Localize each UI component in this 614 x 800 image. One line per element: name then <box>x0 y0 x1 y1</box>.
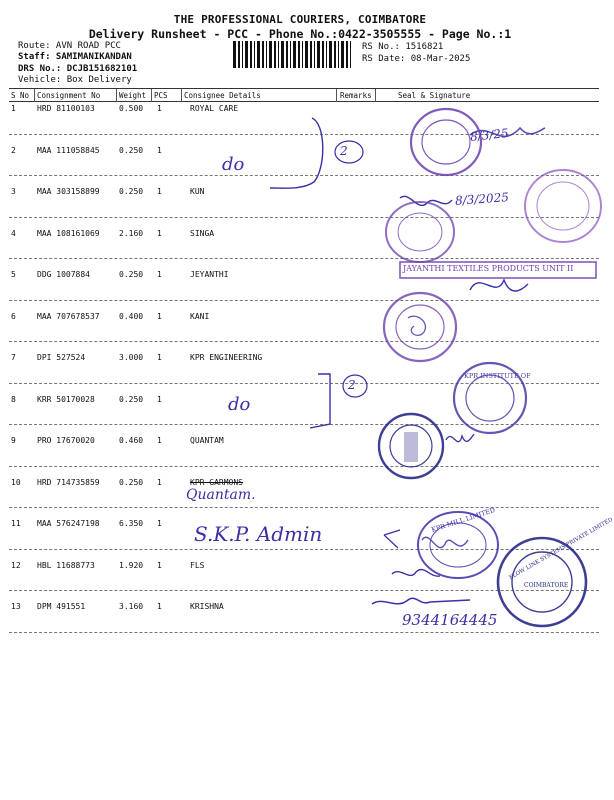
row-consignment-no: MAA 576247198 <box>37 519 100 528</box>
row-divider <box>9 549 599 550</box>
row-weight: 0.400 <box>119 311 144 321</box>
ditto-mark-row8: do <box>228 394 251 415</box>
header-bottom-rule <box>9 101 599 102</box>
row-sno: 7 <box>11 353 16 362</box>
rs-number: RS No.: 1516821 <box>362 42 444 52</box>
row-consignment-no: HBL 11688773 <box>37 560 95 570</box>
row-sno: 9 <box>11 436 16 445</box>
seal-stamp-row4 <box>386 202 454 262</box>
row-weight: 0.460 <box>119 436 144 445</box>
row-weight: 2.160 <box>119 228 144 238</box>
col-header-signature: Seal & Signature <box>398 91 471 100</box>
row-weight: 0.250 <box>119 394 144 404</box>
row-divider <box>9 217 599 218</box>
stamp-text-row7: KPR INSTITUTE OF <box>464 372 531 380</box>
row-pcs: 1 <box>157 394 162 404</box>
runsheet-subtitle: Delivery Runsheet - PCC - Phone No.:0422-3505555 - Page No.:1 <box>88 27 512 41</box>
row-weight: 0.250 <box>119 477 144 487</box>
row-pcs: 1 <box>157 228 162 238</box>
row-divider <box>9 341 599 342</box>
row-consignee: KUN <box>190 187 205 196</box>
route-label: Route: AVN ROAD PCC <box>18 41 121 51</box>
stamp-text-row12: FLOW LINK SYSTEMS PRIVATE LIMITED <box>508 516 614 582</box>
row-consignee: FLS <box>190 560 205 570</box>
row-consignment-no: MAA 111058845 <box>37 145 100 155</box>
row-consignee: KPR ENGINEERING <box>190 353 263 362</box>
row-pcs: 1 <box>157 104 162 113</box>
row-sno: 8 <box>11 394 16 404</box>
stamp-text-row5: JAYANTHI TEXTILES PRODUCTS UNIT II <box>403 264 574 273</box>
ditto-mark-row2: do <box>222 154 245 175</box>
rs-date: RS Date: 08-Mar-2025 <box>362 54 471 64</box>
signature-row12 <box>392 570 440 577</box>
col-divider <box>151 89 152 102</box>
row-consignee: QUANTAM <box>190 436 224 445</box>
seal-stamp-row3 <box>525 170 601 242</box>
col-header-consignment: Consignment No <box>37 91 101 100</box>
seal-stamp-row6 <box>384 293 456 361</box>
row-sno: 11 <box>11 519 21 528</box>
row-divider <box>9 590 599 591</box>
row-sno: 10 <box>11 477 21 487</box>
col-header-consignee: Consignee Details <box>184 91 261 100</box>
row-sno: 5 <box>11 270 16 279</box>
row-consignment-no: MAA 108161069 <box>37 228 100 238</box>
row-pcs: 1 <box>157 187 162 196</box>
handwritten-phone: 9344164445 <box>402 611 498 629</box>
row-divider <box>9 466 599 467</box>
row-weight: 1.920 <box>119 560 144 570</box>
row-weight: 3.160 <box>119 602 144 611</box>
remark-row7: 2 <box>348 378 356 392</box>
stamp-city-row12: COIMBATORE <box>524 582 569 589</box>
handwritten-date-row1: 8/3/25 <box>469 126 510 144</box>
signature-row13 <box>372 598 470 604</box>
row-pcs: 1 <box>157 519 162 528</box>
row-consignee: KPR GARMONS <box>190 477 243 487</box>
signature-row5 <box>470 280 528 291</box>
row-divider <box>9 424 599 425</box>
row-sno: 13 <box>11 602 21 611</box>
col-header-pcs: PCS <box>154 91 168 100</box>
staff-label: Staff: SAMIMANIKANDAN <box>18 52 132 62</box>
row-consignment-no: KRR 50170028 <box>37 394 95 404</box>
row-weight: 0.250 <box>119 145 144 155</box>
signature-row9 <box>446 434 474 442</box>
remark-row2: 2 <box>340 144 348 158</box>
row-consignment-no: DPI 527524 <box>37 353 86 362</box>
row-divider <box>9 383 599 384</box>
row-consignment-no: DDG 1007884 <box>37 270 90 279</box>
col-divider <box>336 89 337 102</box>
col-divider <box>116 89 117 102</box>
row-sno: 12 <box>11 560 21 570</box>
row-weight: 0.250 <box>119 187 144 196</box>
row-pcs: 1 <box>157 270 162 279</box>
drs-number: DRS No.: DCJB151682101 <box>18 64 138 74</box>
check-mark <box>384 530 400 548</box>
company-title: THE PROFESSIONAL COURIERS, COIMBATORE <box>173 13 427 26</box>
row-sno: 3 <box>11 187 16 196</box>
row-pcs: 1 <box>157 311 162 321</box>
row-consignment-no: DPM 491551 <box>37 602 86 611</box>
row-divider <box>9 258 599 259</box>
stamp-text-row10: KPR MILL LIMITED <box>430 505 497 535</box>
row-consignment-no: HRD 714735859 <box>37 477 100 487</box>
row-consignment-no: PRO 17670020 <box>37 436 95 445</box>
vehicle-label: Vehicle: Box Delivery <box>18 75 132 85</box>
row-divider <box>9 300 599 301</box>
row-sno: 6 <box>11 311 16 321</box>
row-pcs: 1 <box>157 436 162 445</box>
row-pcs: 1 <box>157 477 162 487</box>
row-divider <box>9 507 599 508</box>
row-consignee: ROYAL CARE <box>190 104 239 113</box>
row-consignment-no: MAA 707678537 <box>37 311 100 321</box>
row-pcs: 1 <box>157 145 162 155</box>
row-consignee: SINGA <box>190 228 215 238</box>
row-pcs: 1 <box>157 353 162 362</box>
header-top-rule <box>9 88 599 89</box>
row-weight: 0.500 <box>119 104 144 113</box>
barcode <box>233 41 353 68</box>
col-header-weight: Weight <box>119 91 147 100</box>
col-header-sno: S No <box>11 91 30 100</box>
row-consignee: KRISHNA <box>190 602 224 611</box>
col-divider <box>181 89 182 102</box>
row-consignee: KANI <box>190 311 210 321</box>
col-header-remarks: Remarks <box>340 91 372 100</box>
col-divider <box>34 89 35 102</box>
row-weight: 0.250 <box>119 270 144 279</box>
row-sno: 4 <box>11 228 16 238</box>
row-consignment-no: MAA 303158899 <box>37 187 100 196</box>
row-sno: 2 <box>11 145 16 155</box>
row-divider <box>9 175 599 176</box>
row-divider <box>9 632 599 633</box>
row-weight: 3.000 <box>119 353 144 362</box>
row-pcs: 1 <box>157 602 162 611</box>
row-divider <box>9 134 599 135</box>
row-pcs: 1 <box>157 560 162 570</box>
handwritten-quantam: Quantam. <box>186 487 256 503</box>
bracket-mark <box>270 118 323 188</box>
handwritten-admin: S.K.P. Admin <box>194 522 323 546</box>
row-consignment-no: HRD 81100103 <box>37 104 95 113</box>
row-weight: 6.350 <box>119 519 144 528</box>
row-consignee: JEYANTHI <box>190 270 229 279</box>
signature-row3 <box>400 196 452 205</box>
col-divider <box>375 89 376 102</box>
row-sno: 1 <box>11 104 16 113</box>
handwritten-date-row3: 8/3/2025 <box>454 190 510 208</box>
